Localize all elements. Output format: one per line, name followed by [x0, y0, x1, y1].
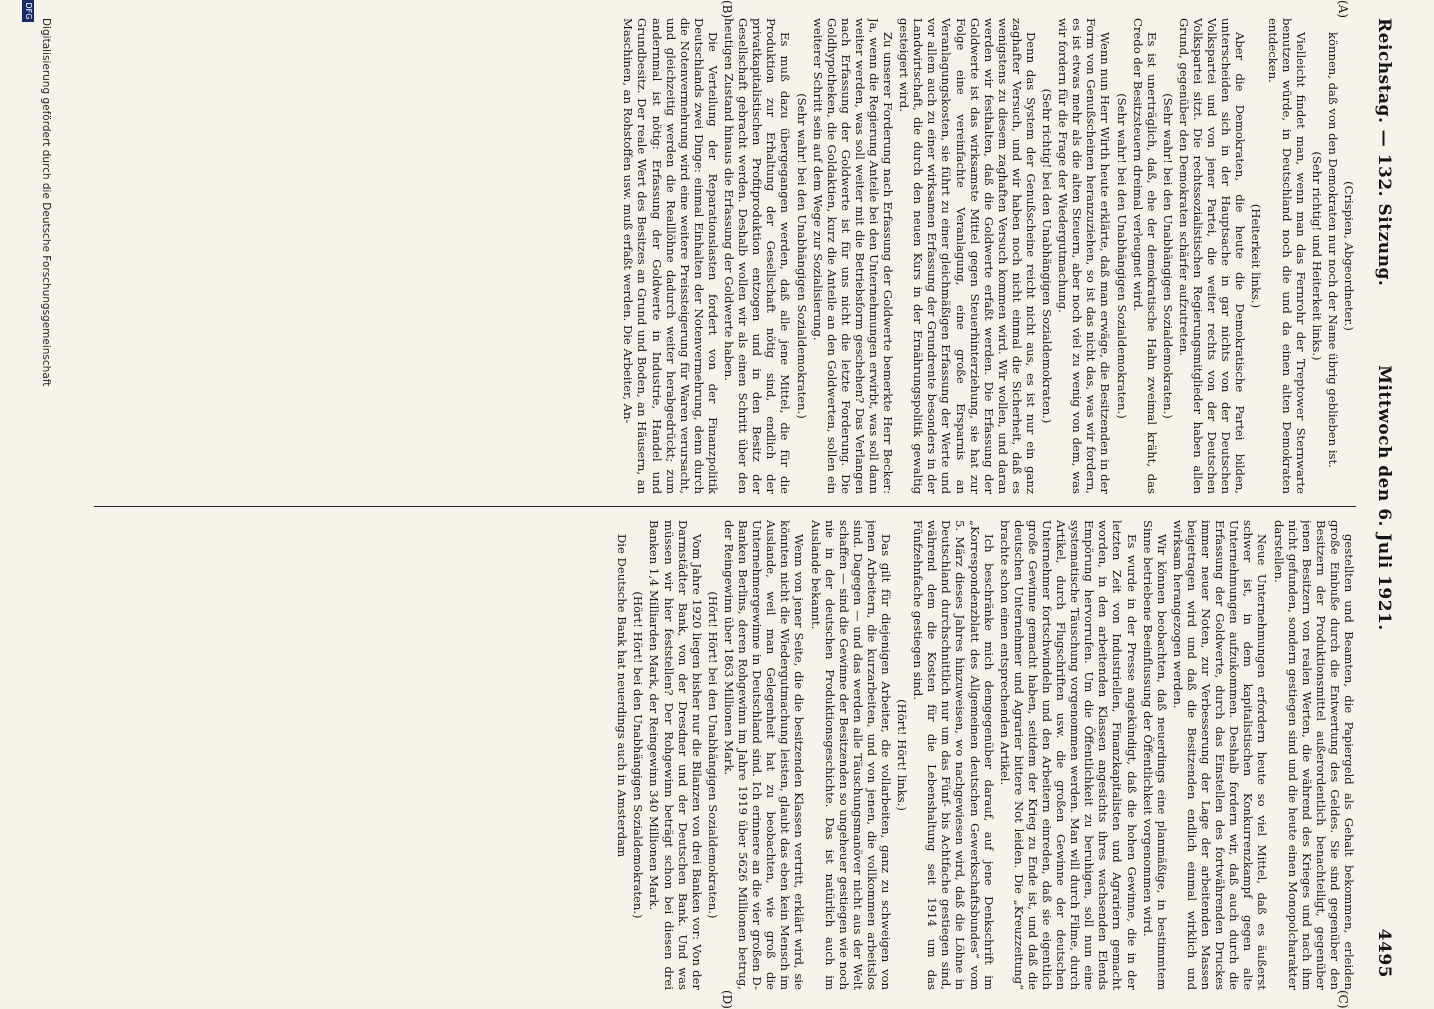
text-column-right	[94, 520, 1356, 990]
interjection: (Sehr wahr! bei den Unabhängigen Sozialdemokraten.)	[794, 93, 809, 419]
paragraph: Es wurde in der Presse angekündigt, daß die hohen Gewinne, die in der letzten Zeit von Industriellen, Finanzkapitalisten und Agrariern gemacht worden, in den arbeitenden Klassen angesichts ihres wachsenden Elends Empörung hervorrufen. Um die Öffentlichkeit zu beruhigen, soll nun eine systematische Täuschung vorgenommen werden. Man will durch Filme, durch Artikel, durch Flugschriften usw. die großen Gewinne der deutschen Unternehmer fortschwindeln und den Arbeitern einreden, daß sie eigentlich große Gewinne gemacht haben, seitdem der Krieg zu Ende ist, und daß die deutschen Unternehmer und Agrarier bittere Not leiden. Die „Kreuzzeitung“ brachte schon einen entsprechenden Artikel.	[997, 520, 1139, 990]
interjection: (Hört! Hört! bei den Unabhängigen Sozialdemokraten.)	[705, 591, 720, 919]
paragraph: Vielleicht findet man, wenn man das Fernrohr der Treptower Sternwarte benutzen würde, in Deutschland noch die und da einen alten Demokraten entdecken.	[1265, 18, 1308, 494]
paragraph: gestellten und Beamten, die Papiergeld als Gehalt bekommen, erleiden große Einbuße durch die Entwertung des Geldes. Sie sind gegenüber den Besitzern der Produktionsmittel außerordentlich benachteiligt, gegenüber jenen Besitzern von realen Werten, die während des Krieges und nach ihm nicht gefunden, sondern gestiegen sind und die heute einen Monopolcharakter darstellen.	[1271, 520, 1356, 990]
paragraph: Ich beschränke mich demgegenüber darauf, auf jene Denkschrift im „Korrespondenzblatt des Allgemeinen deutschen Gewerkschaftsbundes“ vom 5. März dieses Jahres hinzuweisen, wo nachgewiesen wird, daß die Löhne in Deutschland durchschnittlich nur um das Fünf- bis Achtfache gestiegen sind, während dem die Kosten für die Lebenshaltung seit 1914 um das Fünfzehnfache gestiegen sind.	[911, 520, 996, 990]
paragraph: Das gilt für diejenigen Arbeiter, die vollarbeiten, ganz zu schweigen von jenen Arbeitern, die kurzarbeiten, und von jenen, die vollkommen arbeitslos sind. Dagegen — und das werden alle Täuschungsmanöver nicht aus der Welt schaffen — sind die Gewinne der Besitzenden so ungeheuer gestiegen wie noch nie in der deutschen Produktionsgeschichte. Das ist natürlich auch im Auslande bekannt.	[808, 520, 893, 990]
paragraph: können, daß von den Demokraten nur noch der Name übrig geblieben ist.	[1325, 32, 1340, 468]
interjection: (Heiterkeit links.)	[1249, 203, 1264, 309]
text-column-left	[94, 18, 1356, 494]
paragraph: Vom Jahre 1920 liegen bisher nur die Bilanzen von drei Banken vor: Von der Darmstädter Bank, von der Dresdner und der Deutschen Bank. Und was müssen wir hier feststellen? Der Rohgewinn beträgt schon bei diesen drei Banken 1,4 Milliarden Mark, der Reingewinn 340 Millionen Mark.	[647, 520, 704, 990]
interjection: (Sehr richtig! bei den Unabhängigen Sozialdemokraten.)	[1040, 88, 1055, 424]
interjection: (Hört! Hört! links.)	[895, 699, 910, 811]
margin-letter-c: (C)	[1336, 990, 1350, 1009]
margin-letter-a: (A)	[1336, 0, 1350, 19]
page-header	[1366, 18, 1394, 978]
interjection: (Crispien, Abgeordneter.)	[1342, 181, 1356, 331]
header-date: Mittwoch den 6. Juli 1921.	[1374, 365, 1394, 631]
digitization-credit: Digitalisierung gefördert durch die Deutsche Forschungsgemeinschaft	[40, 18, 52, 387]
paragraph: Die Verteilung der Reparationslasten fordert von der Finanzpolitik Deutschlands zwei Dinge: einmal Einhalten der Notenvermehrung, denn durch die Notenvermehrung wird eine weitere Preissteigerung für Waren verursacht, und gleichzeitig werden die Realllöhne dadurch weiter herabgedrückt; zum andernmal ist nötig: Erfassung der Goldwerte in Industrie, Handel und Grundbesitz. Der reale Wert des Besitzes an Grund und Boden, an Häusern, an Maschinen, an Rohstoffen usw. muß erfaßt werden. Die Arbeiter, An-	[621, 18, 720, 494]
dfg-logo: DFG	[22, 0, 34, 22]
paragraph: Wenn von jener Seite, die die besitzenden Klassen vertritt, erklärt wird, sie könnten nicht die Wiedergutmachung leisten, glaubt das eben kein Mensch im Auslande, weil man Gelegenheit hat zu beobachten, wie groß die Unternehmergewinne in Deutschland sind. Ich erinnere an die vier großen D-Banken Berlins, deren Rohgewinn im Jahre 1919 über 5626 Millionen betrug, der Reingewinn über 1863 Millionen Mark.	[721, 520, 807, 990]
paragraph: Es ist unerträglich, daß, ehe der demokratische Hahn zweimal kräht, das Credo der Besitzsteuern dreimal verleugnet wird.	[1130, 18, 1159, 494]
interjection: (Sehr richtig! und Heiterkeit links.)	[1309, 151, 1324, 361]
paragraph: Die Deutsche Bank hat neuerdings auch in Amsterdam	[615, 534, 630, 858]
paragraph: Es muß dazu übergegangen werden, daß alle jene Mittel, die für die Produktion zur Erhaltung der Gesellschaft nötig sind, endlich der privatkapitalistischen Profitproduktion entzogen und in den Besitz der Gesellschaft gebracht werden. Deshalb wollen wir als einen Schritt über den heutigen Zustand hinaus die Erfassung der Goldwerte haben.	[722, 18, 793, 494]
interjection: (Hört! Hört! bei den Unabhängigen Sozialdemokraten.)	[631, 591, 646, 919]
interjection: (Sehr wahr! bei den Unabhängigen Sozialdemokraten.)	[1114, 93, 1129, 419]
paragraph: Aber die Demokraten, die heute die Demokratische Partei bilden, unterscheiden sich in der Hauptsache in gar nichts von der Deutschen Volkspartei und von jener Partei, die weiter rechts von der Deutschen Volkspartei sitzt. Die rechtssozialistischen Regierungsmitglieder haben allen Grund, gegenüber den Demokraten schärfer aufzutreten.	[1176, 18, 1248, 494]
interjection: (Sehr wahr! bei den Unabhängigen Sozialdemokraten.)	[1160, 93, 1175, 419]
margin-letter-d: (D)	[720, 990, 734, 1009]
margin-letter-b: (B)	[720, 0, 734, 19]
paragraph: Wenn nun Herr Wirth heute erklärte, daß man erwäge, die Besitzenden in der Form von Genußscheinen heranzuziehen, so ist das nicht das, was wir fordern, es ist etwas mehr als die alten Steuern, aber noch viel zu wenig von dem, was wir fordern für die Frage der Wiedergutmachung.	[1056, 18, 1113, 494]
column-divider	[94, 506, 1356, 507]
page-number: 4495	[1374, 928, 1394, 978]
paragraph: Denn das System der Genußscheine reicht nicht aus, es ist nur ein ganz zaghafter Versuch, und wir haben noch nicht einmal die Sicherheit, daß es wenigstens zu diesem zaghaften Versuch kommen wird. Wir wollen, und daran werden wir festhalten, daß die Goldwerte erfaßt werden. Die Erfassung der Goldwerte ist das wirksamste Mittel gegen Steuerhinterziehung, sie hat zur Folge eine vereinfachte Veranlagung, eine große Ersparnis an Veranlagungskosten, sie führt zu einer gleichmäßigen Erfassung der Werte und vor allem auch zu einer wirksamen Erfassung der Grundrente besonders in der Landwirtschaft, die durch den neuen Kurs in der Ernährungspolitik gewaltig gesteigert wird.	[897, 18, 1039, 494]
paragraph: Wir können beobachten, daß neuerdings eine planmäßige, in bestimmtem Sinne betriebene Beeinflussung der Öffentlichkeit vorgenommen wird.	[1140, 520, 1169, 990]
paragraph: Zu unserer Forderung nach Erfassung der Goldwerte bemerkte Herr Becker: Ja, wenn die Regierung Anteile bei den Unternehmungen erwirbt, was soll dann weiter werden, was soll weiter mit die Betriebsform geschehen? Das Verlangen nach Erfassung der Goldwerte ist für uns nicht die letzte Forderung. Die Goldhypotheken, die Goldaktien, kurz die Anteile an den Goldwerten, sollen ein weiterer Schritt sein auf dem Wege zur Sozialisierung.	[810, 18, 896, 494]
paragraph: Neue Unternehmungen erfordern heute so viel Mittel, daß es äußerst schwer ist, in dem kapitalistischen Konkurrenzkampf gegen alte Unternehmungen aufzukommen. Deshalb fordern wir, daß auch durch die Erfassung der Goldwerte, durch das Einstellen des fortwährenden Druckes immer neuer Noten, zur Verbesserung der Lage der arbeitenden Massen beigetragen wird und daß die Besitzenden endlich einmal wirklich und wirksam herangezogen werden.	[1170, 520, 1270, 990]
header-title: Reichstag. — 132. Sitzung.	[1374, 18, 1394, 287]
